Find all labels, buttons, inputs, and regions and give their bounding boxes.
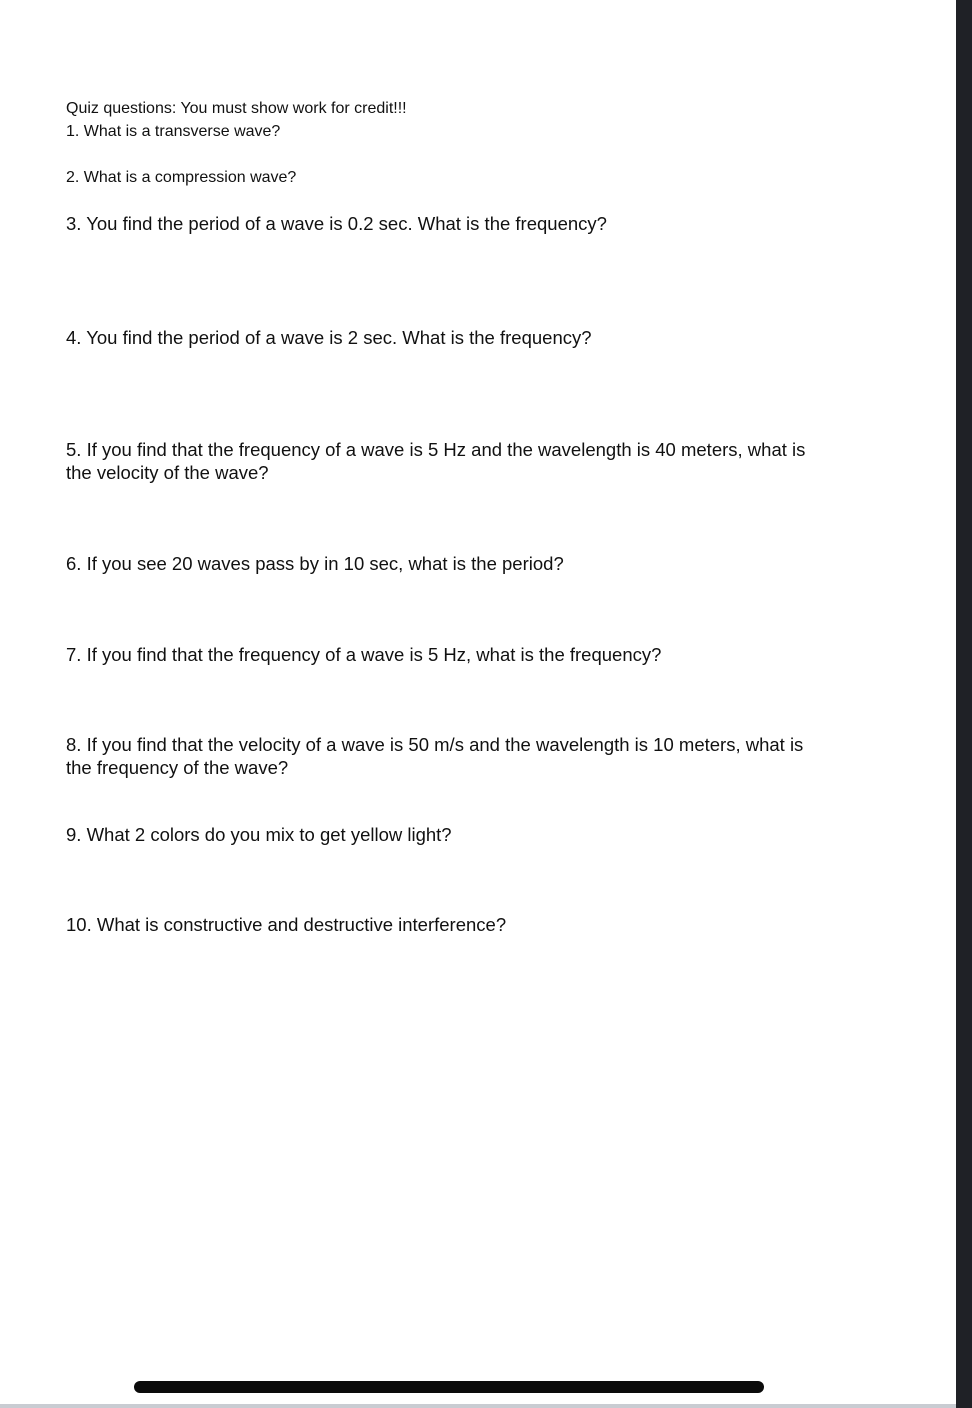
question-10: 10. What is constructive and destructive interference? (66, 914, 507, 935)
question-2: 2. What is a compression wave? (66, 169, 297, 186)
home-indicator[interactable] (134, 1381, 764, 1393)
question-7: 7. If you find that the frequency of a wave is 5 Hz, what is the frequency? (66, 644, 662, 665)
quiz-header: Quiz questions: You must show work for credit!!! (66, 100, 407, 117)
bottom-edge-bar (0, 1404, 956, 1408)
right-edge-bar (956, 0, 972, 1408)
question-1: 1. What is a transverse wave? (66, 123, 281, 140)
question-4: 4. You find the period of a wave is 2 sec. What is the frequency? (66, 327, 592, 348)
question-3: 3. You find the period of a wave is 0.2 sec. What is the frequency? (66, 213, 607, 234)
question-8: 8. If you find that the velocity of a wave is 50 m/s and the wavelength is 10 meters, what is the frequency of the wave? (66, 734, 804, 778)
question-9: 9. What 2 colors do you mix to get yellow light? (66, 824, 452, 845)
question-6: 6. If you see 20 waves pass by in 10 sec, what is the period? (66, 553, 564, 574)
question-5: 5. If you find that the frequency of a wave is 5 Hz and the wavelength is 40 meters, what is the velocity of the wave? (66, 439, 806, 483)
